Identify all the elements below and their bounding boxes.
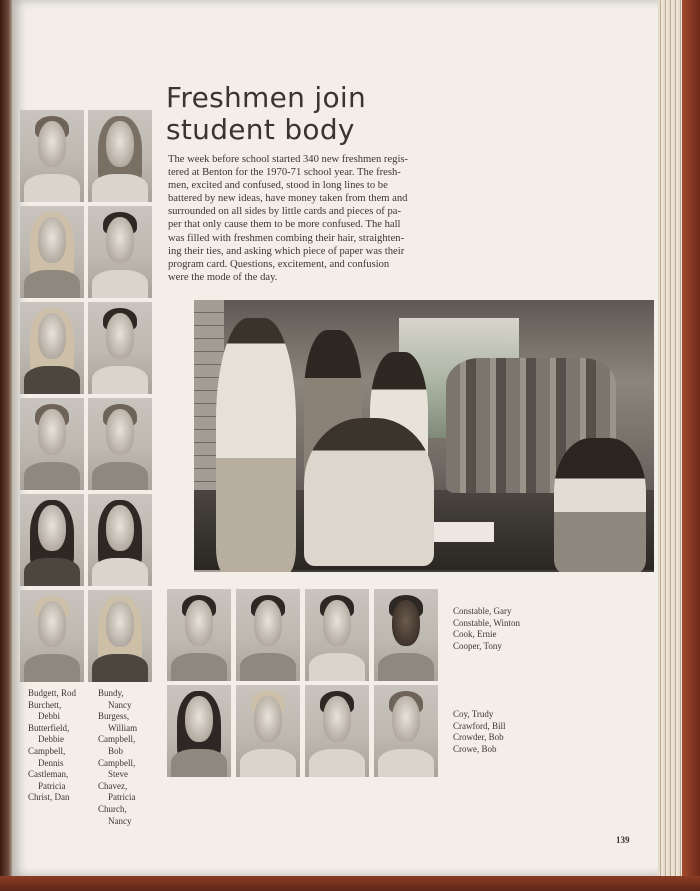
portrait-photo (20, 206, 84, 298)
name-caption-item: Butterfield, (28, 722, 70, 733)
name-caption-item: Nancy (108, 699, 132, 710)
name-caption-item: Cook, Ernie (453, 629, 497, 640)
name-caption-right-top (453, 606, 563, 652)
portrait-photo (20, 110, 84, 202)
name-caption-item: Coy, Trudy (453, 709, 494, 719)
body-line: were the mode of the day. (168, 271, 278, 283)
name-caption-item: Crawford, Bill (453, 720, 506, 731)
name-caption-left-col2 (98, 688, 160, 827)
name-caption-item: Chavez, (98, 780, 128, 791)
name-caption-item: Crowder, Bob (453, 732, 504, 743)
portrait-photo (20, 398, 84, 490)
body-line: program card. Questions, excitement, and confusion (168, 258, 390, 270)
name-caption-left-col1 (28, 688, 98, 804)
portrait-photo (167, 589, 231, 681)
portrait-photo (88, 494, 152, 586)
name-caption-item: Campbell, (98, 757, 136, 768)
name-caption-item: Burchett, (28, 699, 62, 710)
portrait-photo (374, 685, 438, 777)
portrait-photo (88, 206, 152, 298)
name-caption-item: Castleman, (28, 769, 69, 780)
name-caption-right-bottom (453, 709, 563, 755)
portrait-photo (20, 590, 84, 682)
name-caption-item: Dennis (38, 757, 64, 768)
name-caption-item: Steve (108, 769, 128, 780)
portrait-photo (88, 398, 152, 490)
body-line: The week before school started 340 new freshmen regis- (168, 154, 409, 165)
name-caption-item: Burgess, (98, 711, 130, 722)
body-line: ing their ties, and asking which piece of paper was their (168, 245, 405, 257)
article-body (168, 153, 448, 284)
page-edges (658, 0, 682, 880)
headline-line-2: student body (166, 113, 355, 146)
portrait-photo (20, 302, 84, 394)
portrait-photo (167, 685, 231, 777)
portrait-photo (88, 110, 152, 202)
portrait-photo (236, 589, 300, 681)
portrait-photo (88, 590, 152, 682)
name-caption-item: William (108, 722, 138, 733)
book-cover-bottom (0, 876, 700, 891)
name-caption-item: Christ, Dan (28, 792, 70, 803)
name-caption-item: Debbi (38, 711, 60, 722)
name-caption-item: Bundy, (98, 688, 124, 698)
portrait-photo (20, 494, 84, 586)
body-line: was filled with freshmen combing their hair, straighten- (168, 232, 405, 244)
headline-line-1: Freshmen join (166, 81, 367, 114)
portrait-photo (88, 302, 152, 394)
name-caption-item: Cooper, Tony (453, 640, 502, 651)
name-caption-item: Bob (108, 745, 124, 756)
name-caption-item: Church, (98, 803, 127, 814)
name-caption-item: Budgett, Rod (28, 688, 77, 698)
registration-hallway-photo (194, 300, 654, 572)
body-line: battered by new ideas, have money taken from them and (168, 193, 408, 205)
name-caption-item: Constable, Gary (453, 606, 512, 616)
name-caption-item: Debbie (38, 734, 64, 745)
portrait-photo (305, 685, 369, 777)
portrait-photo (305, 589, 369, 681)
body-line: surrounded on all sides by little cards and pieces of pa- (168, 206, 401, 218)
name-caption-item: Patricia (38, 780, 66, 791)
article-headline (166, 82, 366, 146)
book-cover-edge (682, 0, 700, 891)
portrait-photo (236, 685, 300, 777)
body-line: per that only cause them to be more confused. The hall (168, 219, 401, 231)
body-line: men, excited and confused, stood in long lines to be (168, 180, 388, 192)
name-caption-item: Campbell, (28, 745, 66, 756)
portrait-photo (374, 589, 438, 681)
name-caption-item: Crowe, Bob (453, 743, 497, 754)
name-caption-item: Patricia (108, 792, 136, 803)
name-caption-item: Campbell, (98, 734, 136, 745)
name-caption-item: Constable, Winton (453, 617, 520, 628)
name-caption-item: Nancy (108, 815, 132, 826)
body-line: tered at Benton for the 1970-71 school year. The fresh- (168, 167, 401, 179)
yearbook-page (12, 0, 660, 876)
page-number: 139 (616, 835, 630, 845)
